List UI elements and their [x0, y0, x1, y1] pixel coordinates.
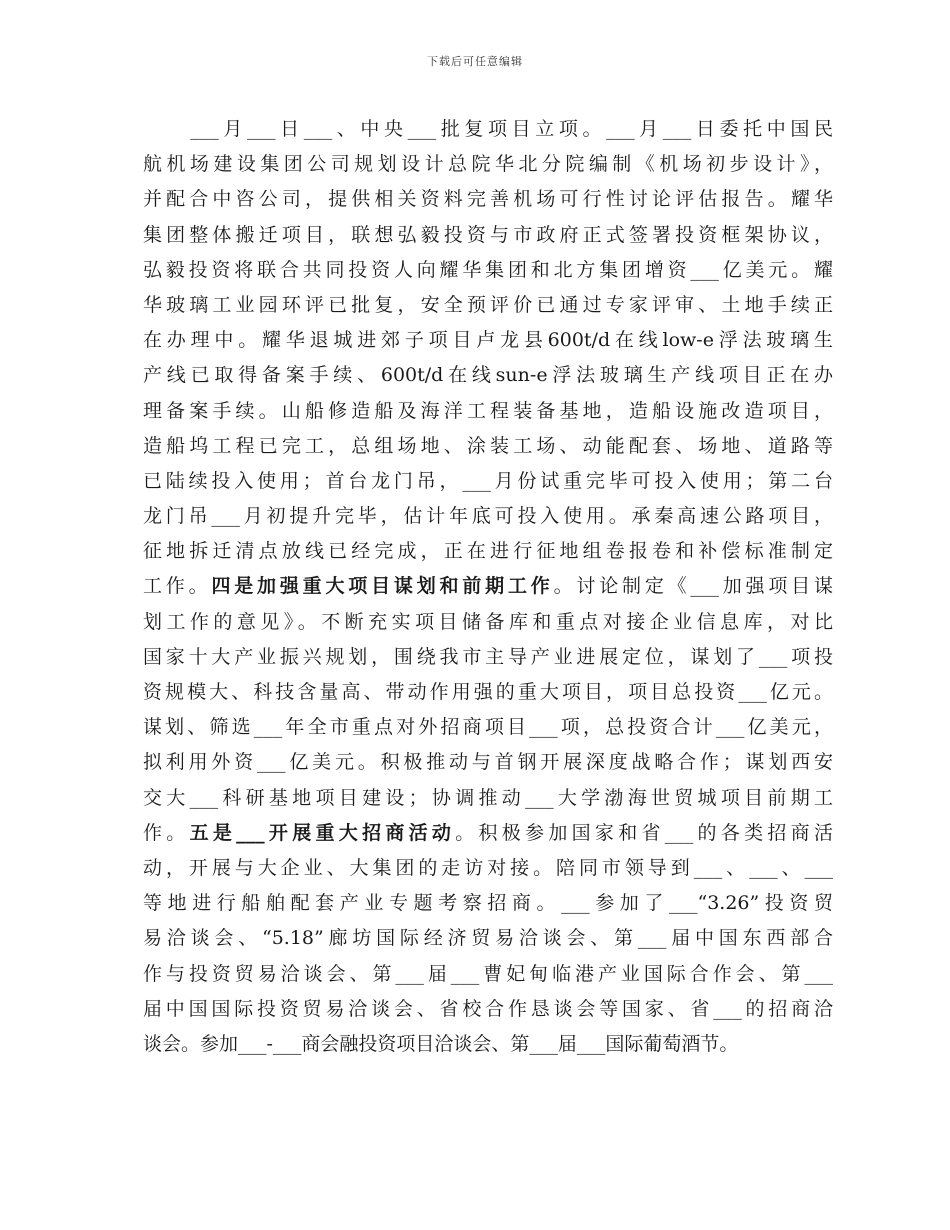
bold-heading-text: 四是加强重大项目谋划和前期工作	[211, 575, 554, 598]
paragraph-line	[143, 710, 833, 745]
body-text: 已陆续投入使用；首台龙门吊，___月份试重完毕可投入使用；第二台	[143, 469, 833, 492]
body-text: 届中国国际投资贸易洽谈会、省校合作恳谈会等国家、省___的招商洽	[143, 997, 833, 1020]
paragraph-line	[143, 288, 833, 323]
paragraph-line	[143, 745, 833, 780]
paragraph-line	[143, 323, 833, 358]
body-text: 华玻璃工业园环评已批复，安全预评价已通过专家评审、土地手续正	[143, 293, 833, 316]
body-text: 航机场建设集团公司规划设计总院华北分院编制《机场初步设计》，	[143, 153, 833, 176]
paragraph-line	[143, 499, 833, 534]
body-text: 弘毅投资将联合共同投资人向耀华集团和北方集团增资___亿美元。耀	[143, 258, 833, 281]
body-text: 龙门吊___月初提升完毕，估计年底可投入使用。承秦高速公路项目，	[143, 505, 833, 528]
paragraph-line	[143, 534, 833, 569]
paragraph-line	[143, 253, 833, 288]
body-text: 作。	[143, 821, 190, 844]
body-text: 产线已取得备案手续、600t/d在线sun-e浮法玻璃生产线项目正在办	[143, 364, 833, 387]
paragraph-line	[143, 851, 833, 886]
body-text: 征地拆迁清点放线已经完成，正在进行征地组卷报卷和补偿标准制定	[143, 540, 833, 563]
paragraph-line	[143, 394, 833, 429]
body-text: 工作。	[143, 575, 212, 598]
paragraph-line	[143, 1027, 833, 1062]
body-text: 谈会。参加___-___商会融投资项目洽谈会、第___届___国际葡萄酒节。	[143, 1032, 739, 1055]
paragraph-line	[143, 182, 833, 217]
body-text: 国家十大产业振兴规划，围绕我市主导产业进展定位，谋划了___项投	[143, 645, 833, 668]
paragraph-line	[143, 640, 833, 675]
body-text: 资规模大、科技含量高、带动作用强的重大项目，项目总投资___亿元。	[143, 681, 833, 703]
paragraph-line	[143, 147, 833, 182]
paragraph-line	[143, 957, 833, 992]
paragraph-line	[143, 675, 833, 710]
paragraph-line	[143, 112, 833, 147]
body-text: 并配合中咨公司，提供相关资料完善机场可行性讨论评估报告。耀华	[143, 188, 833, 211]
body-text: 交大___科研基地项目建设；协调推动___大学渤海世贸城项目前期工	[143, 786, 833, 809]
paragraph-line	[143, 816, 833, 851]
page-header: 下载后可任意编辑	[427, 55, 523, 68]
body-text: 。讨论制定《___加强项目谋	[553, 575, 833, 598]
paragraph-line	[143, 429, 833, 464]
paragraph-line	[143, 605, 833, 640]
bold-heading-text: 五是___开展重大招商活动	[189, 821, 456, 844]
body-text: 造船坞工程已完工，总组场地、涂装工场、动能配套、场地、道路等	[143, 434, 833, 457]
body-text: 集团整体搬迁项目，联想弘毅投资与市政府正式签署投资框架协议，	[143, 223, 833, 246]
body-text: 理备案手续。山船修造船及海洋工程装备基地，造船设施改造项目，	[143, 399, 833, 422]
body-text: 作与投资贸易洽谈会、第___届___曹妃甸临港产业国际合作会、第___	[143, 962, 833, 985]
body-text: 拟利用外资___亿美元。积极推动与首钢开展深度战略合作；谋划西安	[143, 751, 833, 774]
body-text: ___月___日___、中央___批复项目立项。___月___日委托中国民	[143, 118, 833, 140]
paragraph-line	[143, 358, 833, 393]
body-text: 谋划、筛选___年全市重点对外招商项目___项，总投资合计___亿美元，	[143, 716, 833, 739]
paragraph-line	[143, 921, 833, 956]
paragraph-line	[143, 886, 833, 921]
body-text: 易洽谈会、“5.18”廊坊国际经济贸易洽谈会、第___届中国东西部合	[143, 927, 833, 950]
paragraph-line	[143, 569, 833, 604]
paragraph-line	[143, 992, 833, 1027]
paragraph-line	[143, 464, 833, 499]
paragraph-line	[143, 218, 833, 253]
body-text: 在办理中。耀华退城进郊子项目卢龙县600t/d在线low-e浮法玻璃生	[143, 329, 833, 352]
paragraph-line	[143, 781, 833, 816]
body-text: 等地进行船舶配套产业专题考察招商。___参加了___“3.26”投资贸	[143, 892, 833, 915]
body-text: 。积极参加国家和省___的各类招商活	[455, 821, 833, 844]
body-text: 划工作的意见》。不断充实项目储备库和重点对接企业信息库，对比	[143, 610, 833, 633]
body-text: 动，开展与大企业、大集团的走访对接。陪同市领导到___、___、___	[143, 856, 833, 879]
document-body	[143, 112, 833, 1062]
